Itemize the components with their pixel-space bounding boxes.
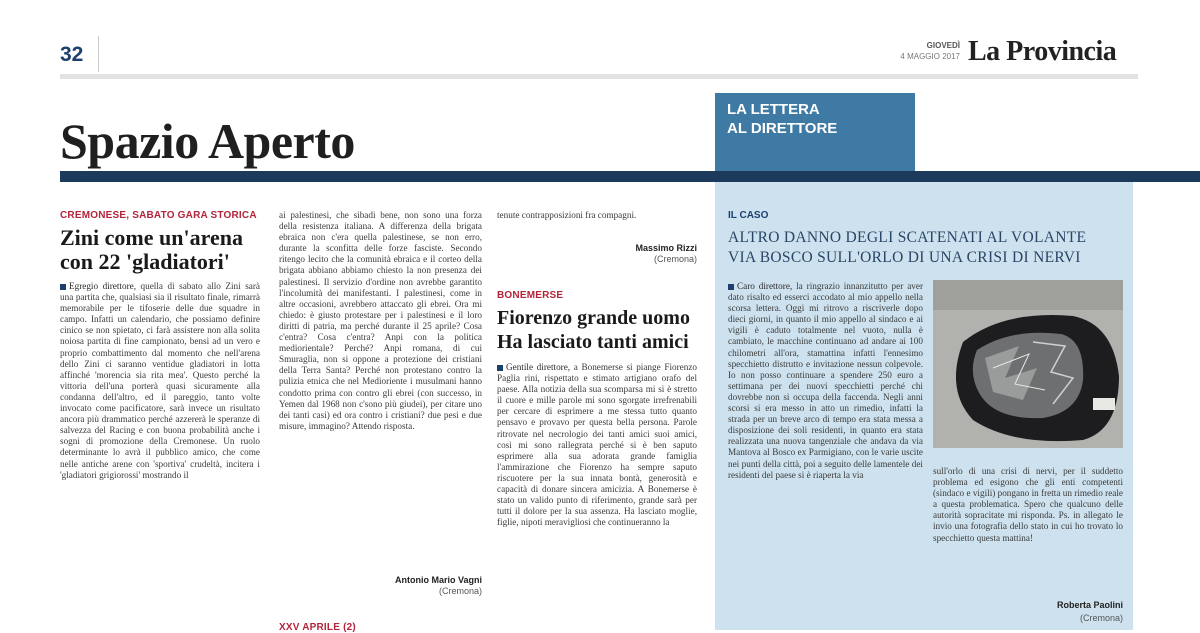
- header-date: 4 MAGGIO 2017: [900, 52, 960, 61]
- case-letter-continuation: sull'orlo di una crisi di nervi, per il suddetto problema ed esigono che gli enti competenti (sindaco e vigili) pongano in fretta un rimedio reale a questa problematica. Spero che qualcuno delle autorità sopracitate mi risponda. Ps. in allegato le invio una fotografia dello stato in cui ho trovato lo specchietto questa mattina!: [933, 466, 1123, 543]
- article-2-signature: Antonio Mario Vagni: [395, 575, 482, 585]
- header-rule: [60, 74, 1138, 79]
- article-3-kicker: BONEMERSE: [497, 290, 564, 301]
- article-1-salutation: Egregio direttore,: [69, 281, 137, 291]
- case-signature-place: (Cremona): [1079, 613, 1123, 623]
- case-salutation: Caro direttore,: [737, 281, 793, 291]
- case-signature: Roberta Paolini: [1056, 600, 1123, 610]
- section-band: [60, 171, 1200, 182]
- header-divider: [98, 36, 99, 72]
- case-letter-text: la ringrazio innanzitutto per aver dato risalto ed esserci accodato al mio appello nella scorsa lettera. Oggi mi ritrovo a riscriverle dopo dieci giorni, in quanto il mio appello al sindaco e ai vigili è caduto totalmente nel vuoto, nulla è cambiato, le macchine continuano ad andare ai 100 chilometri all'ora, stamattina infatti l'ennesimo specchietto distrutto e invitazione nessun colpevole. Io non posso continuare a spendere 250 euro a settimana per dei nuovi specchietti perché chi dovrebbe non si occupa della faccenda. Negli anni scorsi si era messo in atto un rimedio, infatti la strada per un breve arco di tempo era stata messa a disposizione dei soli residenti, in quanto era stata realizzata una nuova tangenziale che andava da via Mantova al Bosco ex Parmigiano, con le varie uscite nei punti della città, poi a seguito delle lamentele dei residenti del paese si è riaperta la via: [728, 281, 923, 480]
- article-2b-signature-place: (Cremona): [653, 254, 697, 264]
- article-1-text: quella di sabato allo Zini sarà una partita che, qualsiasi sia il risultato finale, rimarrà memorabile per le tifoserie delle due squadre in campo. Infatti un calendario, che possiamo definire cinico se non spietato, ci farà assistere non alla solita noiosa partita di fine campionato, bensì ad un vero e proprio combattimento dal momento che nell'arena dello Zini ci saranno ventidue gladiatori in lotta affinché 'morencia sia rita mea'. Questo perché la vittoria dell'una porterà quasi sicuramente alla condanna dell'altro, ed il pareggio, tanto volte invocato come pacificatore, sarà invece un risultato ancora più drammatico perché azzererà le speranze di salvezza del Racing e con buona probabilità anche i sogni di promozione della Cremonese. Un ruolo determinante lo avrà il pubblico amico, che come nelle antiche arene con 'sportiva' crudeltà, incitera i 'gladiatori grigiorossi' mostrando il: [60, 281, 260, 480]
- article-1-headline: Zini come un'arena: [60, 225, 243, 250]
- article-2-body: ai palestinesi, che sibadi bene, non sono una forza della resistenza italiana. A differenza della brigata ebraica non c'era quella palestinese, se non erro, durante la sconfitta delle forze fasciste. Secondo ritengo lecito che la comunità ebraica e il corteo della brigata abbiano abbiamo chiesto la non presenza dei palestinesi. Il servizio d'ordine non avrebbe garantito l'incolumità dei manifestanti. I palestinesi, come in altre occasioni, avrebbero attaccato gli ebrei. Ora mi chiedo: è giusto protestare per i palestinesi e il loro diritti di patria, ma perché durante il 25 aprile? Cosa c'entra? Cosa c'entra? Anpi con la politica mediorientale? Perché? Anpi romana, di cui Smuraglia, non si oppone a protezione dei cristiani della Terra Santa? Perché non protestano contro la pulizia etnica che nel Medioriente i musulmani hanno condotto prima con contro gli ebrei (con successo, in Yemen dal 1968 non c'sono più giudei), per citare uno dei tanti casi) ed ora contro i cristiani? due pesi e due misure, immagino? Attendo risposta.: [279, 210, 482, 431]
- article-3-text: a Bonemerse si piange Fiorenzo Paglia rini, rispettato e stimato artigiano orafo del paese. Alla notizia della sua scomparsa mi si è stretto il cuore e mille parole mi sono sgorgate irrefrenabili per cercare di esprimere a me stessa tutto quanto pensavo e provavo per questa bella persona. Parole ritrovate nel necrologio dei tanti amici suoi amici, così mi sono rallegrata perché si è ben saputo esprimere alla sua adorata grande famiglia l'ammirazione che Fiorenzo ha sempre saputo riscuotere per la sua innata bontà, generosità e capacità di donare sincera amicizia. A Bonemerse è stato un valido punto di riferimento, grande sarà per tutti il dolore per la sua assenza. Ha lasciato moglie, figlie, nipoti meravigliosi che continueranno la: [497, 362, 697, 528]
- page-number: 32: [60, 43, 84, 66]
- lead-marker-icon: [497, 365, 503, 371]
- lead-marker-icon: [60, 284, 66, 290]
- article-2-signature-place: (Cremona): [438, 586, 482, 596]
- article-3-headline: Fiorenzo grande uomo: [497, 307, 690, 329]
- article-1-kicker: CREMONESE, SABATO GARA STORICA: [60, 210, 257, 221]
- section-title: Spazio Aperto: [60, 113, 355, 169]
- article-3-salutation: Gentile direttore,: [506, 362, 571, 372]
- article-2b-signature: Massimo Rizzi: [635, 243, 697, 253]
- case-headline: ALTRO DANNO DEGLI SCATENATI AL VOLANTE: [728, 229, 1087, 246]
- lead-marker-icon: [728, 284, 734, 290]
- header-date-day: GIOVEDÌ: [926, 41, 960, 50]
- masthead-logo: La Provincia: [968, 36, 1117, 67]
- article-1-headline-line2: con 22 'gladiatori': [60, 249, 230, 274]
- case-label: IL CASO: [728, 210, 769, 221]
- article-2-continuation: tenute contrapposizioni fra compagni.: [497, 210, 637, 220]
- car-mirror-image: [933, 280, 1123, 448]
- article-1-body: [60, 281, 260, 630]
- article-3-headline-line2: Ha lasciato tanti amici: [497, 331, 689, 353]
- letter-tab-subtitle: AL DIRETTORE: [727, 120, 838, 137]
- case-headline-line2: VIA BOSCO SULL'ORLO DI UNA CRISI DI NERVI: [728, 249, 1081, 266]
- broken-mirror-photo: [933, 280, 1123, 448]
- letter-tab-title: LA LETTERA: [727, 101, 820, 118]
- article-3-body: [497, 362, 697, 630]
- article-4-kicker: XXV APRILE (2): [279, 622, 356, 633]
- case-letter-body: [728, 281, 923, 621]
